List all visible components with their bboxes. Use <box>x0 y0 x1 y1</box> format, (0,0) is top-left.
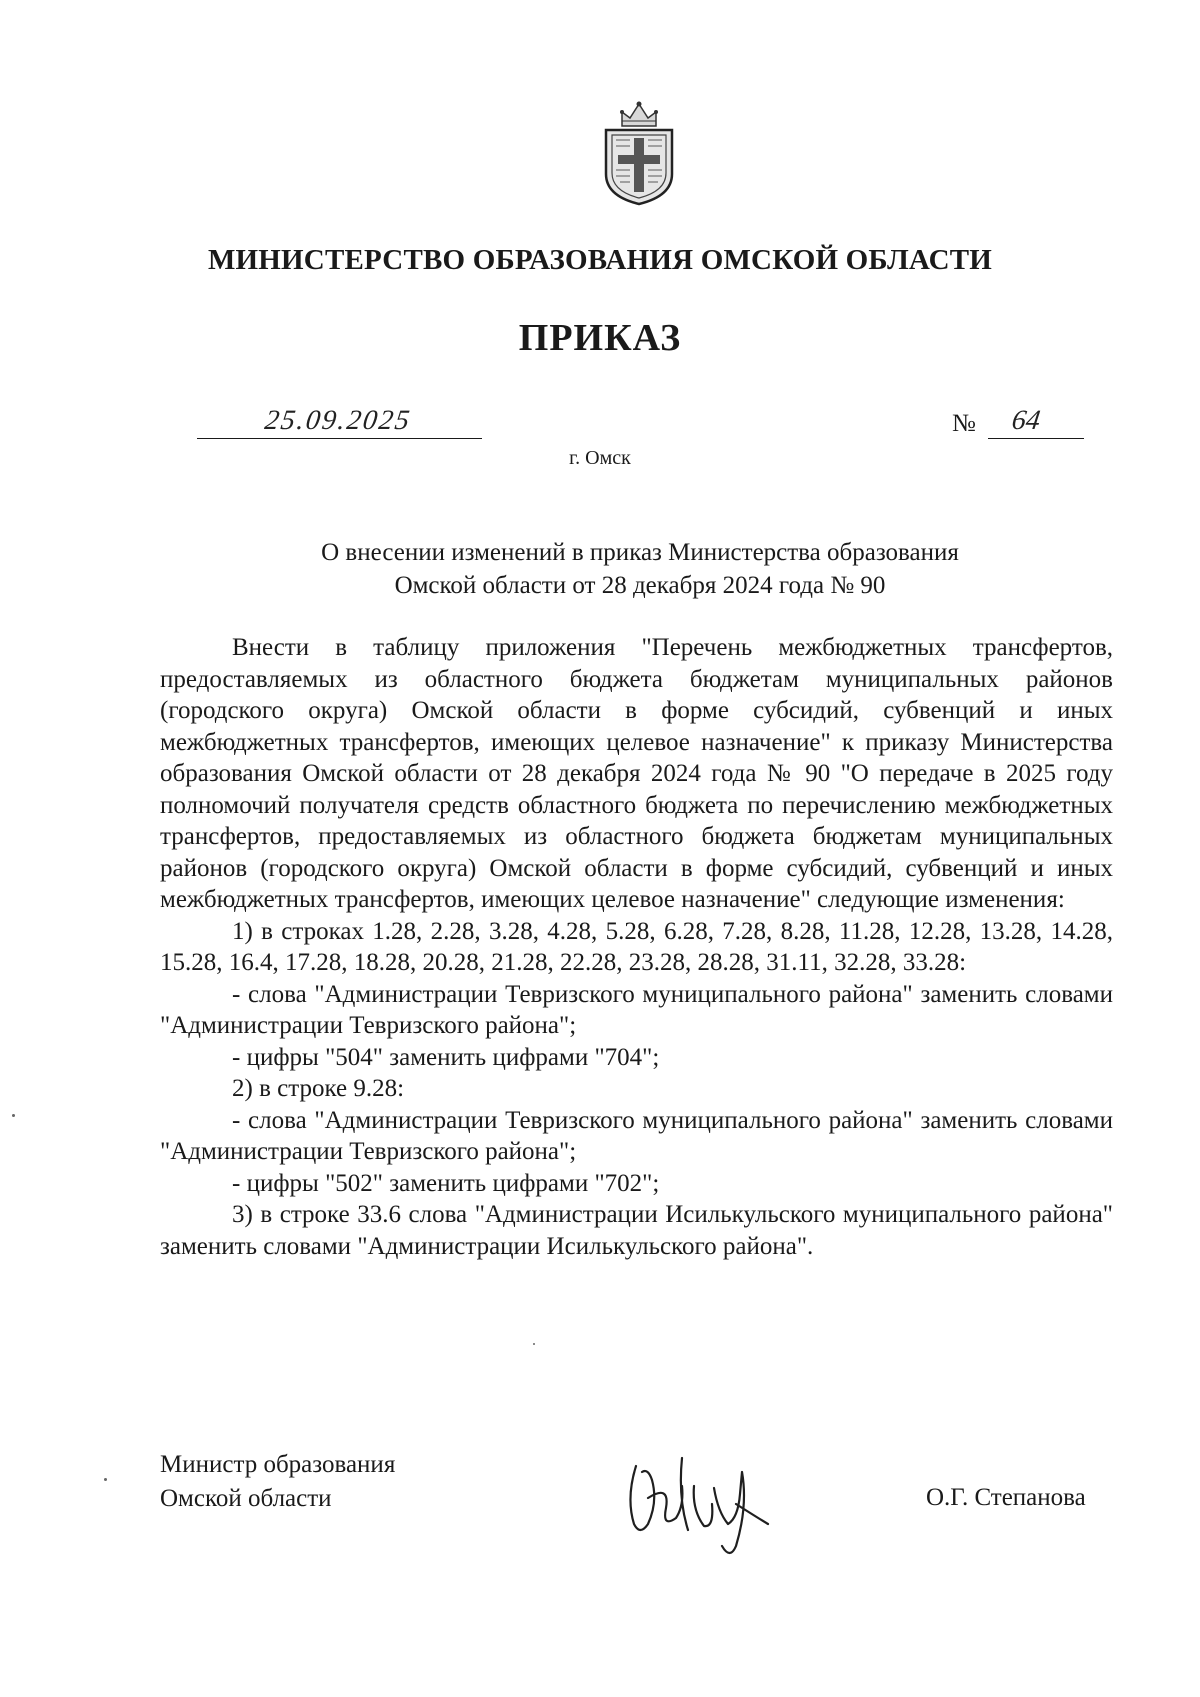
order-number: 64 <box>1009 405 1043 436</box>
intro-paragraph: Внести в таблицу приложения "Перечень межбюджетных трансфертов, предоставляемых из областного бюджета бюджетам муниципальных районов (городского округа) Омской области в форме субсидий, субвенций и иных межбюджетных трансфертов, имеющих целевое назначение" к приказу Министерства образования Омской области от 28 декабря 2024 года № 90 "О передаче в 2025 году полномочий получателя средств областного бюджета по перечислению межбюджетных трансфертов, предоставляемых из областного бюджета бюджетам муниципальных районов (городского округа) Омской области в форме субсидий, субвенций и иных межбюджетных трансфертов, имеющих целевое назначение" следующие изменения: <box>160 634 1113 913</box>
item-1-words: - слова "Администрации Тевризского муниципального района" заменить словами "Администрации Тевризского района"; <box>160 980 1113 1039</box>
coat-of-arms-icon <box>598 100 680 208</box>
scan-speck <box>12 1114 15 1117</box>
ministry-name: МИНИСТЕРСТВО ОБРАЗОВАНИЯ ОМСКОЙ ОБЛАСТИ <box>207 244 993 276</box>
signatory-title-line: Министр образования <box>160 1451 396 1478</box>
signatory-title-line: Омской области <box>160 1485 332 1512</box>
number-label: № <box>952 410 976 437</box>
item-3: 3) в строке 33.6 слова "Администрации Исилькульского муниципального района" заменить словами "Администрации Исилькульского района". <box>160 1201 1113 1260</box>
order-date: 25.09.2025 <box>262 405 414 436</box>
subject-line: О внесении изменений в приказ Министерства образования <box>321 539 959 566</box>
date-underline <box>197 438 482 439</box>
signatory-name: О.Г. Степанова <box>926 1484 1086 1511</box>
item-2-words: - слова "Администрации Тевризского муниципального района" заменить словами "Администрации Тевризского района"; <box>160 1106 1113 1165</box>
item-1-digits: - цифры "504" заменить цифрами "704"; <box>232 1043 660 1071</box>
scan-speck <box>533 1343 535 1345</box>
signatory-title <box>160 1448 395 1516</box>
item-1: 1) в строках 1.28, 2.28, 3.28, 4.28, 5.28, 6.28, 7.28, 8.28, 11.28, 12.28, 13.28, 14.28, 15.28, 16.4, 17.28, 18.28, 20.28, 21.28, 22.28, 23.28, 28.28, 31.11, 32.28, 33.28: <box>160 917 1113 976</box>
order-subject <box>200 536 1080 602</box>
item-2: 2) в строке 9.28: <box>232 1075 405 1102</box>
number-underline <box>988 438 1084 439</box>
city: г. Омск <box>569 447 631 469</box>
document-type: ПРИКАЗ <box>518 317 682 359</box>
handwritten-signature <box>618 1428 776 1566</box>
scan-speck <box>104 1478 107 1481</box>
subject-line: Омской области от 28 декабря 2024 года № 90 <box>394 572 886 599</box>
order-body <box>160 632 1113 1262</box>
item-2-digits: - цифры "502" заменить цифрами "702"; <box>232 1169 660 1197</box>
